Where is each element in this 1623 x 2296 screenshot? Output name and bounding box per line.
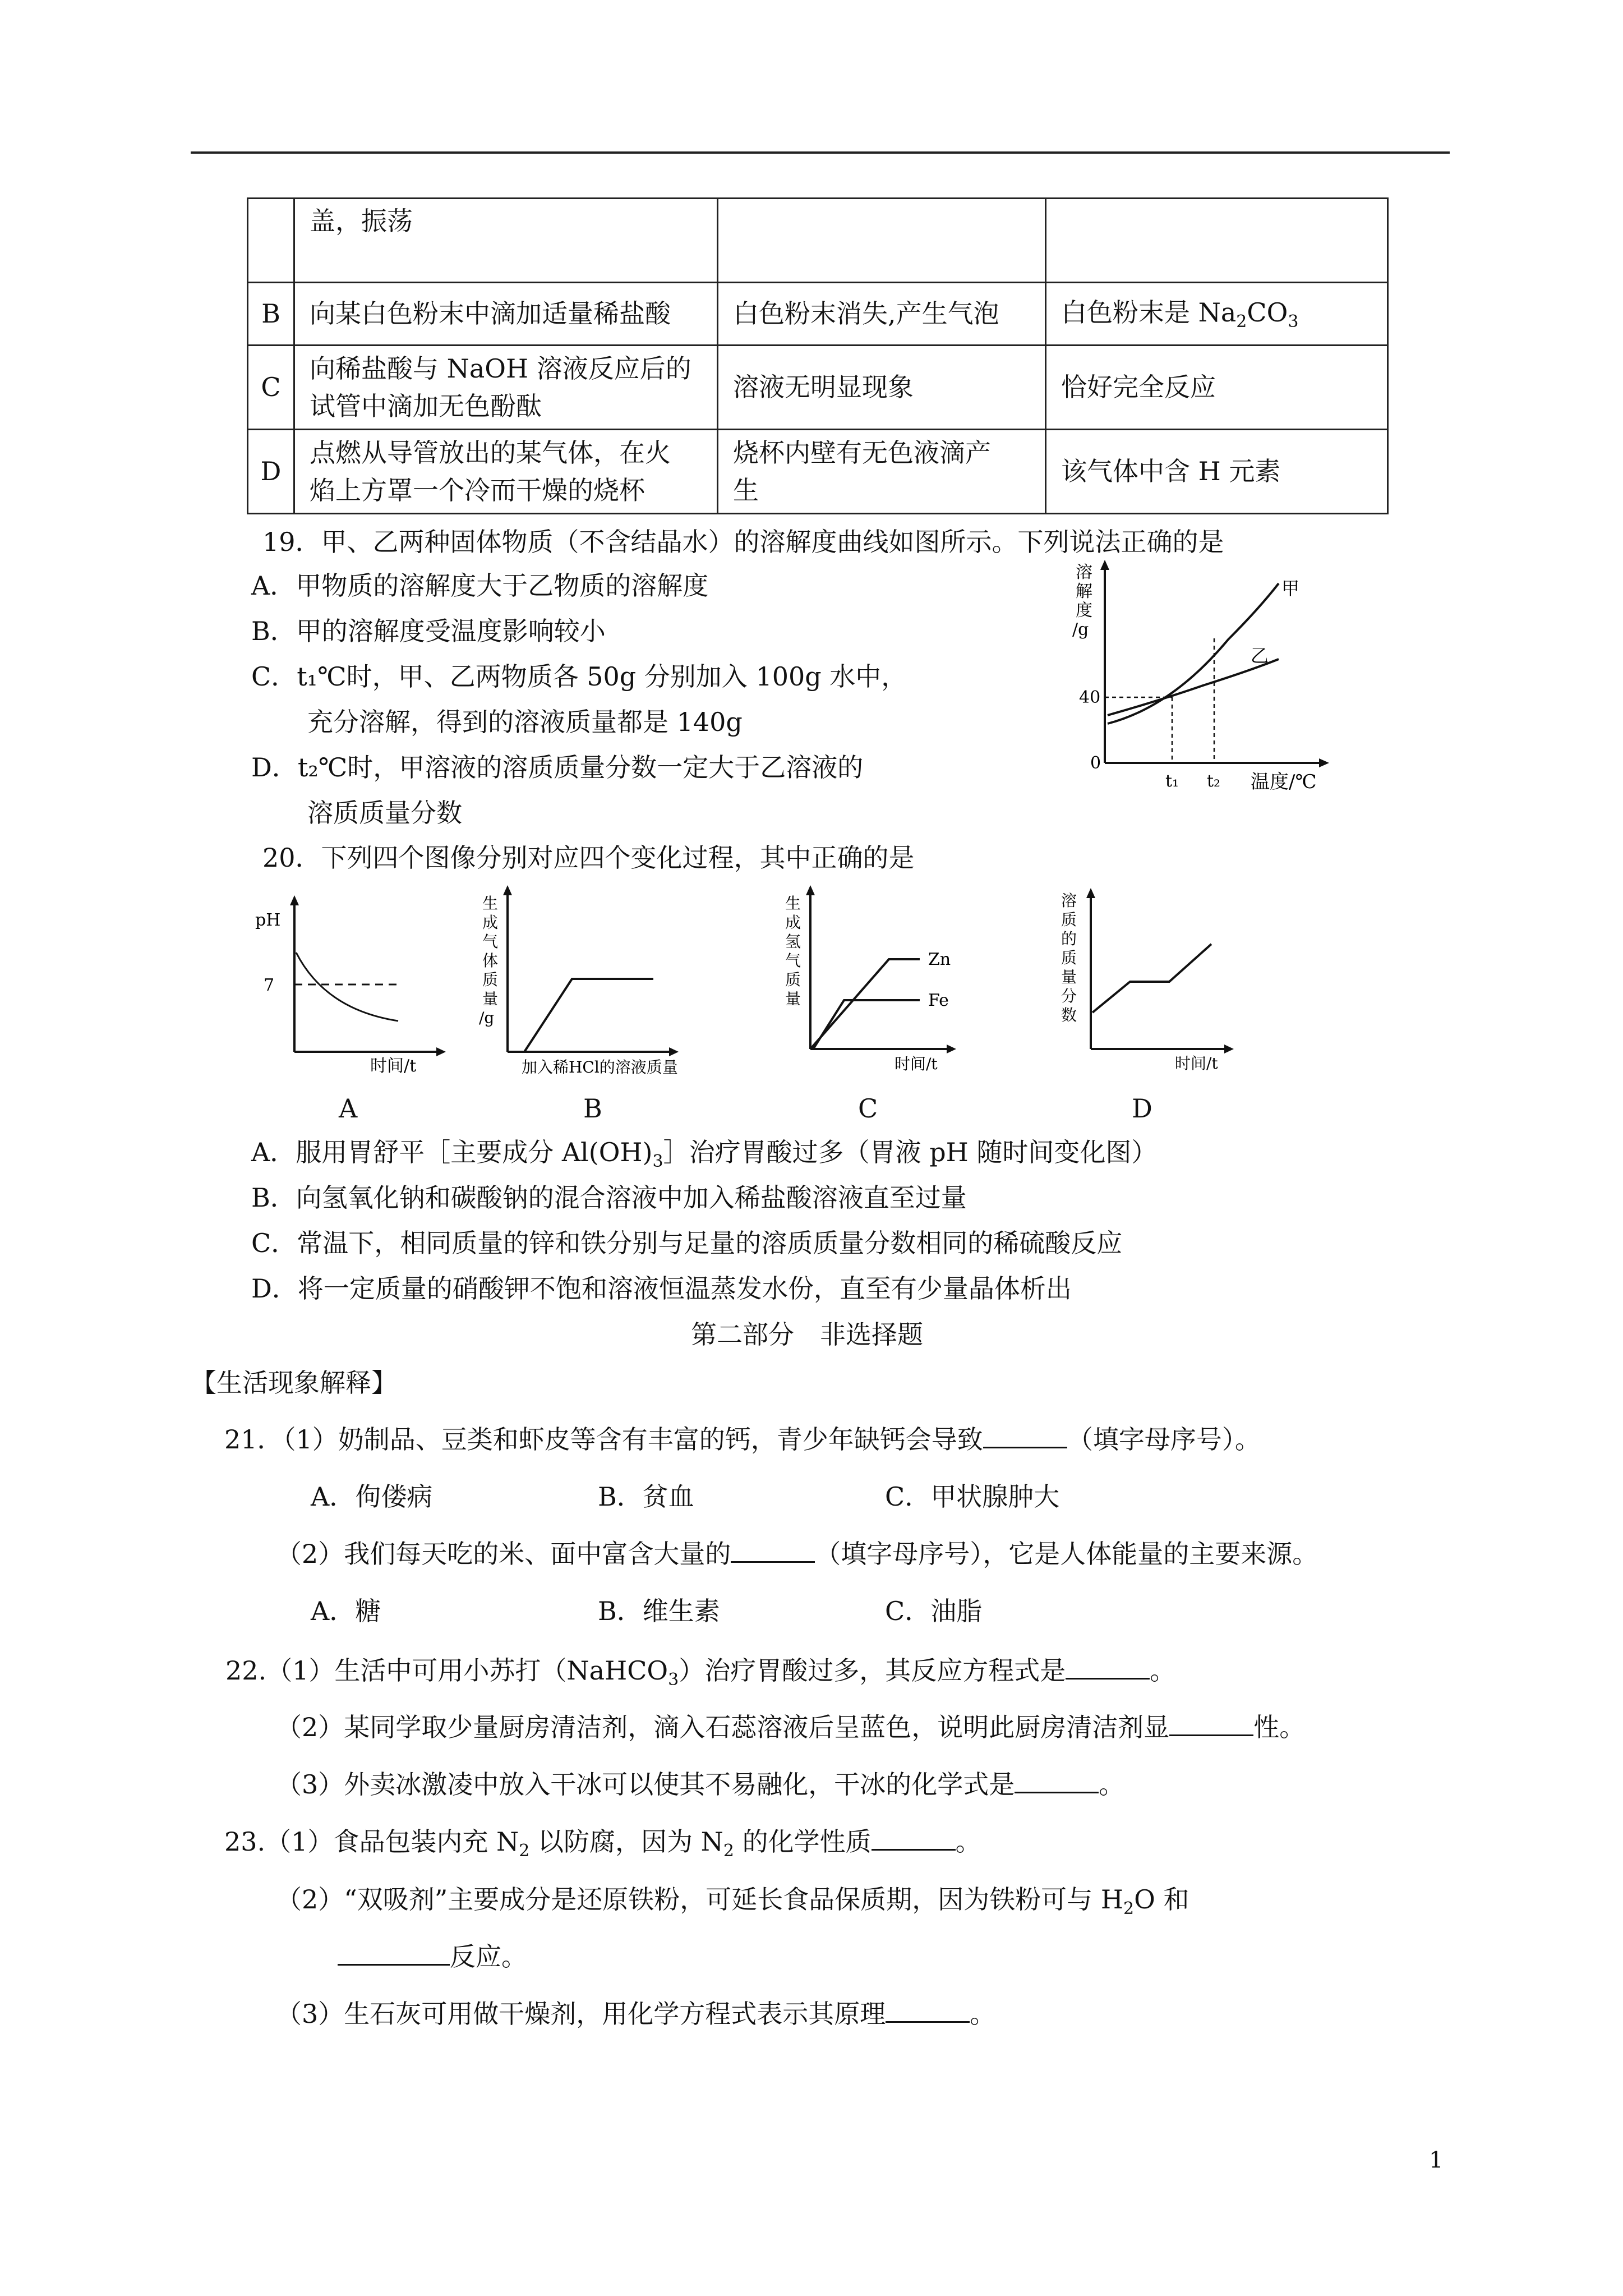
q19-option-c-line1: C．t₁℃时，甲、乙两物质各 50g 分别加入 100g 水中， bbox=[251, 661, 907, 692]
y-label: 氢 bbox=[785, 932, 801, 951]
y-label: 量 bbox=[482, 990, 499, 1008]
x-label: 温度/℃ bbox=[1251, 771, 1317, 793]
y-label: 质 bbox=[1061, 910, 1077, 929]
page-number: 1 bbox=[1429, 2147, 1444, 2173]
y-label: 量 bbox=[1061, 968, 1077, 986]
q20-option-b: B．向氢氧化钠和碳酸钠的混合溶液中加入稀盐酸溶液直至过量 bbox=[251, 1182, 967, 1213]
q22-part2: （2）某同学取少量厨房清洁剂，滴入石蕊溶液后呈蓝色，说明此厨房清洁剂显 性。 bbox=[276, 1712, 1306, 1742]
y-label: 气 bbox=[785, 951, 801, 970]
q19-option-b: B．甲的溶解度受温度影响较小 bbox=[251, 616, 606, 646]
q19-option-a: A．甲物质的溶解度大于乙物质的溶解度 bbox=[251, 570, 709, 601]
answer-blank bbox=[872, 1829, 956, 1851]
q19-option-d-line1: D．t₂℃时，甲溶液的溶质质量分数一定大于乙溶液的 bbox=[251, 752, 864, 783]
q21-option-a: A．佝偻病 bbox=[311, 1481, 433, 1512]
x-label: 时间/t bbox=[1175, 1054, 1218, 1073]
y-label: 质 bbox=[1061, 949, 1077, 967]
y-label: pH bbox=[255, 910, 281, 930]
y-label: 质 bbox=[785, 970, 801, 989]
q21-part2: （2）我们每天吃的米、面中富含大量的 （填字母序号），它是人体能量的主要来源。 bbox=[276, 1539, 1318, 1569]
tick-t2: t₂ bbox=[1207, 771, 1221, 791]
q20-option-d: D．将一定质量的硝酸钾不饱和溶液恒温蒸发水份，直至有少量晶体析出 bbox=[251, 1273, 1072, 1304]
answer-blank bbox=[886, 2001, 970, 2023]
tick-7: 7 bbox=[264, 976, 275, 995]
q19-option-d-line2: 溶质质量分数 bbox=[307, 798, 462, 828]
y-label: 数 bbox=[1061, 1006, 1077, 1024]
series-zn-label: Zn bbox=[928, 950, 951, 969]
y-label: 质 bbox=[482, 970, 499, 989]
q21-option-b: B．贫血 bbox=[598, 1481, 694, 1512]
q20-option-a: A．服用胃舒平［主要成分 $Al(OH)_3]$治疗胃酸过多（胃液 pH 随时间变化图） bbox=[251, 1137, 1158, 1172]
table-cell: 盖，振荡 bbox=[294, 199, 718, 283]
series-fe-label: Fe bbox=[928, 991, 949, 1010]
graph-d bbox=[1049, 884, 1273, 1085]
section-heading: 【生活现象解释】 bbox=[191, 1368, 397, 1398]
tick-t1: t₁ bbox=[1165, 771, 1179, 791]
q23-part2-cont: 反应。 bbox=[338, 1942, 527, 1972]
graph-d-caption: D bbox=[1132, 1093, 1152, 1124]
options-table bbox=[247, 197, 1389, 514]
graph-c-caption: C bbox=[858, 1093, 878, 1124]
q20-stem: 20．下列四个图像分别对应四个变化过程，其中正确的是 bbox=[262, 843, 915, 873]
table-row: B 向某白色粉末中滴加适量稀盐酸 白色粉末消失,产生气泡 白色粉末是 $Na_2CO_3$ bbox=[248, 283, 1388, 346]
y-label: /g bbox=[1072, 620, 1089, 639]
q21-part1: 21．（1）奶制品、豆类和虾皮等含有丰富的钙，青少年缺钙会导致 （填字母序号）。 bbox=[224, 1424, 1261, 1455]
answer-blank bbox=[338, 1944, 450, 1966]
q19-option-c-line2: 充分溶解，得到的溶液质量都是 140g bbox=[307, 707, 743, 737]
table-row bbox=[248, 199, 1388, 283]
series-jia-label: 甲 bbox=[1281, 578, 1300, 599]
graph-c bbox=[774, 881, 987, 1083]
header-rule bbox=[191, 151, 1450, 154]
y-label: 溶 bbox=[1061, 891, 1077, 910]
origin-label: 0 bbox=[1090, 753, 1101, 773]
y-label: 解 bbox=[1076, 582, 1092, 601]
y-label: 体 bbox=[482, 951, 499, 970]
q21-option-c: C．甲状腺肿大 bbox=[885, 1481, 1060, 1512]
y-label: 溶 bbox=[1076, 563, 1092, 582]
y-label: 度 bbox=[1076, 601, 1092, 620]
part-heading: 第二部分 非选择题 bbox=[691, 1319, 923, 1350]
answer-blank bbox=[1169, 1714, 1253, 1736]
q21-option-c2: C．油脂 bbox=[885, 1596, 983, 1626]
y-label: 分 bbox=[1061, 987, 1077, 1005]
table-row: C 向稀盐酸与 NaOH 溶液反应后的 试管中滴加无色酚酞 溶液无明显现象 恰好完全反应 bbox=[248, 346, 1388, 430]
series-yi-label: 乙 bbox=[1251, 645, 1269, 666]
x-label: 加入稀HCl的溶液质量 bbox=[522, 1058, 678, 1076]
y-label: 气 bbox=[482, 932, 499, 951]
q23-part3: （3）生石灰可用做干燥剂，用化学方程式表示其原理 。 bbox=[276, 1999, 996, 2029]
graph-b bbox=[471, 881, 718, 1088]
tick-40: 40 bbox=[1079, 688, 1101, 707]
answer-blank bbox=[1066, 1658, 1150, 1680]
q22-part3: （3）外卖冰激凌中放入干冰可以使其不易融化，干冰的化学式是 。 bbox=[276, 1769, 1125, 1800]
y-label: 成 bbox=[482, 913, 499, 932]
answer-blank bbox=[731, 1541, 815, 1563]
y-label: 生 bbox=[482, 894, 499, 913]
q23-part2: （2）“双吸剂”主要成分是还原铁粉，可延长食品保质期，因为铁粉可与 $H_2O$ 和 bbox=[276, 1884, 1189, 1919]
q23-part1: 23.（1）食品包装内充 $N_2$ 以防腐，因为 $N_2$ 的化学性质 。 bbox=[224, 1826, 981, 1861]
x-label: 时间/t bbox=[895, 1055, 938, 1073]
q21-option-a2: A．糖 bbox=[311, 1596, 381, 1626]
q20-option-c: C．常温下，相同质量的锌和铁分别与足量的溶质质量分数相同的稀硫酸反应 bbox=[251, 1228, 1123, 1258]
y-label: /g bbox=[479, 1009, 495, 1027]
solubility-graph bbox=[1066, 555, 1357, 797]
q22-part1: 22.（1）生活中可用小苏打（NaHCO$_3$）治疗胃酸过多，其反应方程式是 。 bbox=[225, 1655, 1176, 1690]
graph-b-caption: B bbox=[583, 1093, 602, 1124]
table-row: D 点燃从导管放出的某气体，在火 焰上方罩一个冷而干燥的烧杯 烧杯内壁有无色液滴产 生 该气体中含 H 元素 bbox=[248, 430, 1388, 514]
y-label: 成 bbox=[785, 913, 801, 932]
graph-a-caption: A bbox=[339, 1093, 358, 1124]
answer-blank bbox=[983, 1427, 1067, 1448]
answer-blank bbox=[1015, 1772, 1099, 1793]
graph-a bbox=[247, 892, 460, 1088]
q21-option-b2: B．维生素 bbox=[598, 1596, 720, 1626]
y-label: 量 bbox=[785, 990, 801, 1008]
q19-stem: 19．甲、乙两种固体物质（不含结晶水）的溶解度曲线如图所示。下列说法正确的是 bbox=[262, 527, 1224, 557]
x-label: 时间/t bbox=[370, 1056, 417, 1076]
y-label: 生 bbox=[785, 894, 801, 913]
y-label: 的 bbox=[1061, 930, 1077, 948]
